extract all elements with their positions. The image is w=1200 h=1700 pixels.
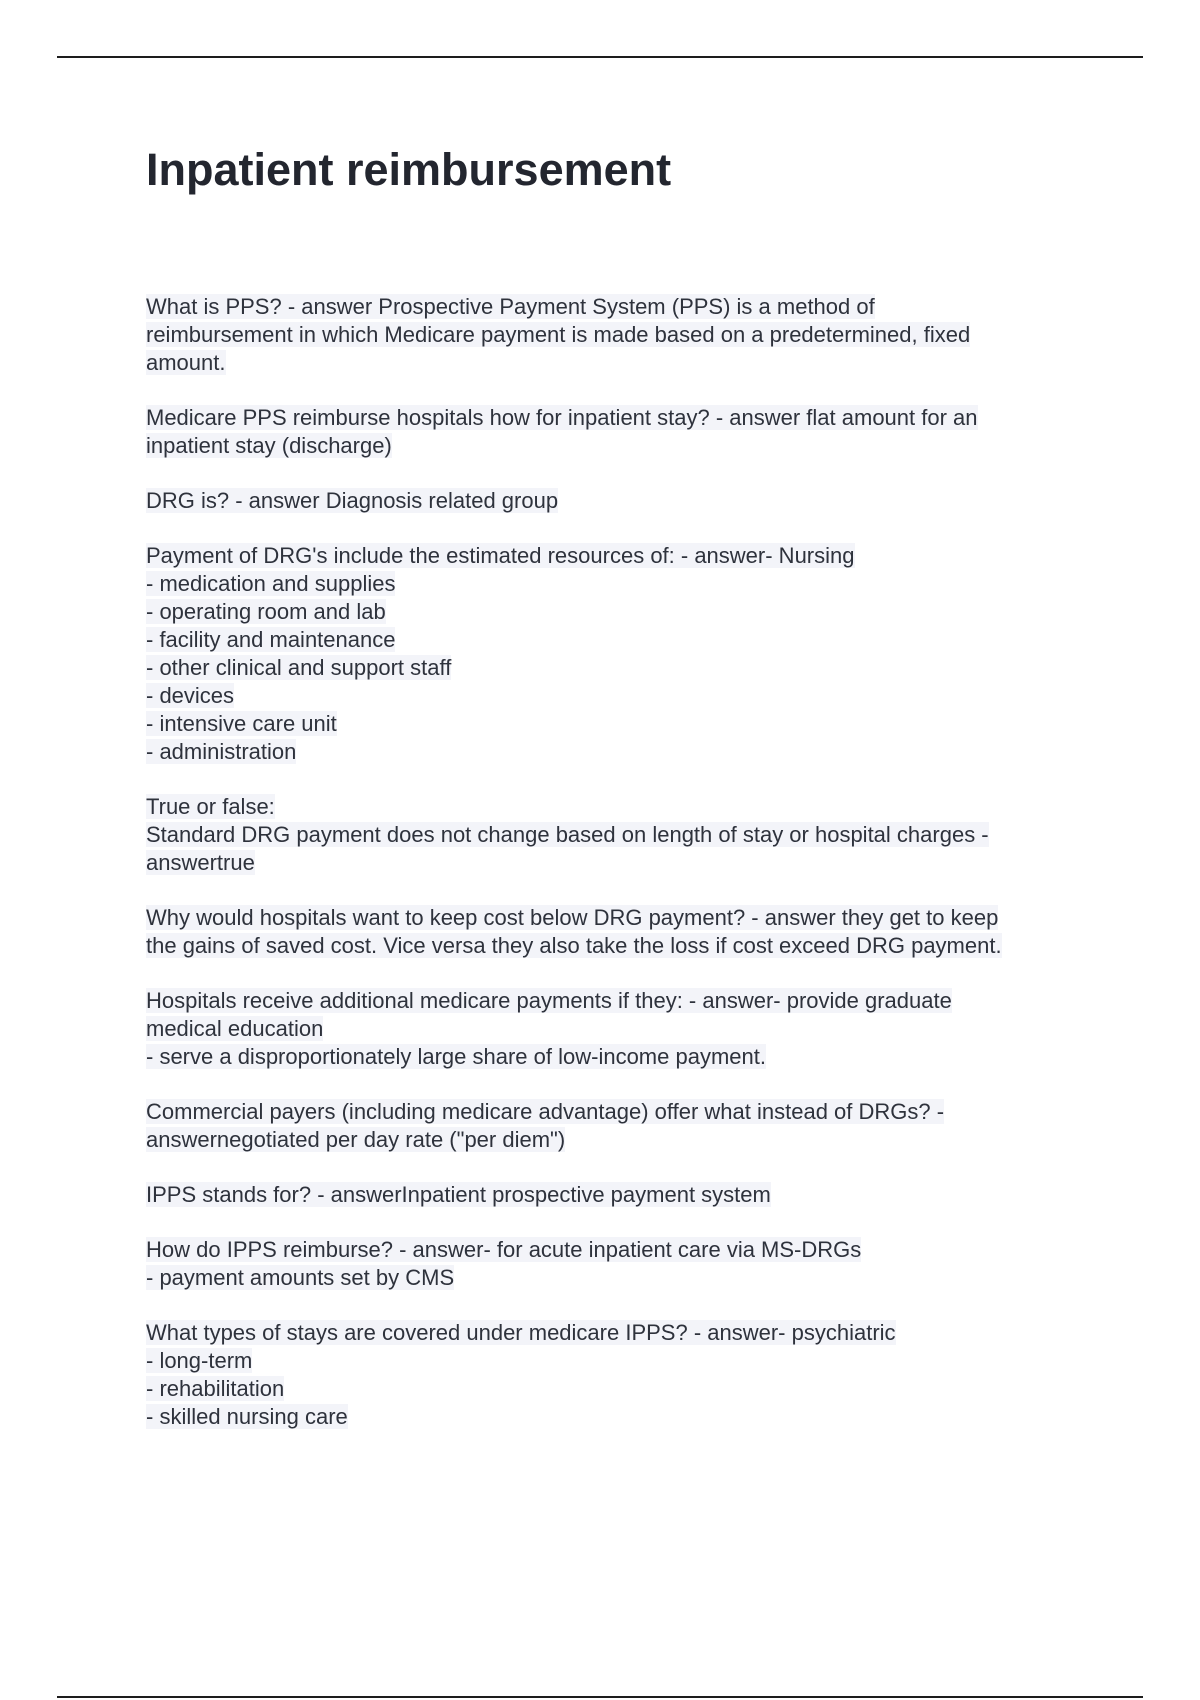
qa-line [146,1098,1106,1126]
qa-line-text: - payment amounts set by CMS [146,1265,455,1290]
qa-line-text: medical education [146,1016,324,1041]
qa-line-text: inpatient stay (discharge) [146,433,392,458]
qa-line-text: - long-term [146,1348,253,1373]
qa-line-text: - intensive care unit [146,711,337,736]
qa-line-text: Hospitals receive additional medicare payments if they: - answer- provide graduate [146,988,952,1013]
qa-line [146,654,1106,682]
qa-line [146,626,1106,654]
qa-list [146,293,1106,1431]
page-title: Inpatient reimbursement [146,144,672,195]
qa-line-text: - facility and maintenance [146,627,396,652]
qa-line-text: - serve a disproportionately large share of low-income payment. [146,1044,766,1069]
qa-line [146,710,1106,738]
qa-line [146,570,1106,598]
qa-entry [146,1181,1106,1209]
qa-line [146,1264,1106,1292]
top-rule [57,56,1143,58]
qa-entry [146,1098,1106,1154]
qa-line [146,1319,1106,1347]
qa-line [146,932,1106,960]
qa-entry [146,542,1106,766]
qa-line-text: What is PPS? - answer Prospective Payment System (PPS) is a method of [146,294,875,319]
qa-line [146,598,1106,626]
qa-line-text: - skilled nursing care [146,1404,348,1429]
bottom-rule [57,1696,1143,1698]
qa-line [146,542,1106,570]
qa-line [146,793,1106,821]
document-body [146,140,1106,1458]
qa-line-text: answernegotiated per day rate ("per diem") [146,1127,566,1152]
qa-line [146,349,1106,377]
qa-line-text: - other clinical and support staff [146,655,452,680]
qa-entry [146,1319,1106,1431]
qa-line-text: Commercial payers (including medicare advantage) offer what instead of DRGs? - [146,1099,945,1124]
qa-line-text: reimbursement in which Medicare payment is made based on a predetermined, fixed [146,322,971,347]
qa-line-text: How do IPPS reimburse? - answer- for acute inpatient care via MS-DRGs [146,1237,862,1262]
qa-line [146,849,1106,877]
qa-line [146,1236,1106,1264]
qa-line [146,487,1106,515]
qa-line [146,1181,1106,1209]
qa-line [146,904,1106,932]
qa-line [146,821,1106,849]
qa-entry [146,1236,1106,1292]
qa-line-text: answertrue [146,850,255,875]
qa-line [146,1126,1106,1154]
qa-line-text: IPPS stands for? - answerInpatient prospective payment system [146,1182,771,1207]
qa-entry [146,793,1106,877]
qa-line-text: amount. [146,350,226,375]
qa-line-text: DRG is? - answer Diagnosis related group [146,488,559,513]
qa-line-text: - medication and supplies [146,571,396,596]
qa-line-text: - administration [146,739,297,764]
qa-line [146,1403,1106,1431]
qa-line [146,1043,1106,1071]
qa-line [146,293,1106,321]
qa-line [146,738,1106,766]
qa-line [146,1375,1106,1403]
qa-line-text: Medicare PPS reimburse hospitals how for inpatient stay? - answer flat amount for an [146,405,978,430]
qa-entry [146,987,1106,1071]
qa-entry [146,404,1106,460]
qa-entry [146,904,1106,960]
qa-line [146,404,1106,432]
qa-line-text: the gains of saved cost. Vice versa they also take the loss if cost exceed DRG payment. [146,933,1002,958]
qa-line [146,432,1106,460]
qa-line [146,1347,1106,1375]
qa-line [146,682,1106,710]
qa-line-text: What types of stays are covered under medicare IPPS? - answer- psychiatric [146,1320,896,1345]
qa-line [146,1015,1106,1043]
qa-line-text: Why would hospitals want to keep cost below DRG payment? - answer they get to keep [146,905,999,930]
qa-line-text: Payment of DRG's include the estimated resources of: - answer- Nursing [146,543,855,568]
qa-line-text: - operating room and lab [146,599,386,624]
qa-line [146,987,1106,1015]
qa-entry [146,293,1106,377]
qa-entry [146,487,1106,515]
qa-line-text: - devices [146,683,235,708]
qa-line-text: Standard DRG payment does not change based on length of stay or hospital charges - [146,822,989,847]
qa-line [146,321,1106,349]
qa-line-text: - rehabilitation [146,1376,285,1401]
qa-line-text: True or false: [146,794,275,819]
